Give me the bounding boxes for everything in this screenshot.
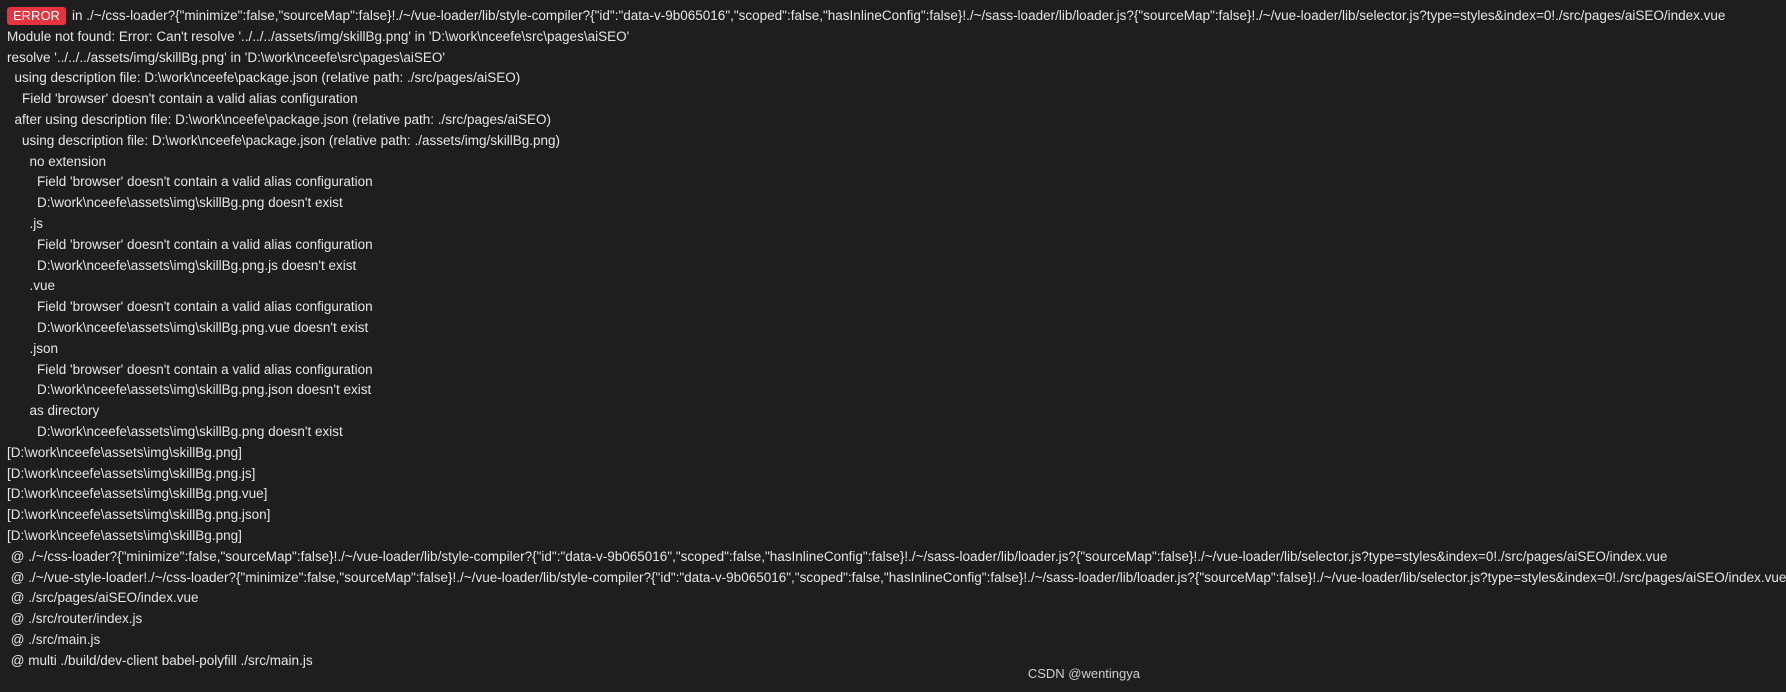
log-line: [D:\work\nceefe\assets\img\skillBg.png.json] (7, 507, 271, 523)
error-badge: ERROR (7, 7, 66, 25)
log-line: Field 'browser' doesn't contain a valid alias configuration (7, 299, 373, 315)
log-line: .js (7, 215, 44, 231)
log-line: @ ./src/router/index.js (7, 611, 143, 627)
log-line: @ ./~/vue-style-loader!./~/css-loader?{"minimize":false,"sourceMap":false}!./~/vue-loader/lib/style-compiler?{"id":"data-v-9b065016","scoped":false,"hasInlineConfig":false}!./~/sass-loader/lib/loader.js?{"sourceMap":false}!./~/vue-loader/lib/selector.js?type=styles&index=0!./src/pages/aiSEO/index.vue (7, 569, 1786, 585)
log-line: using description file: D:\work\nceefe\package.json (relative path: ./src/pages/aiSEO) (7, 70, 521, 86)
log-line: as directory (7, 403, 100, 419)
log-line: using description file: D:\work\nceefe\package.json (relative path: ./assets/img/skillBg.png) (7, 132, 561, 148)
log-line: D:\work\nceefe\assets\img\skillBg.png.json doesn't exist (7, 382, 372, 398)
log-line: D:\work\nceefe\assets\img\skillBg.png.js doesn't exist (7, 257, 357, 273)
watermark: CSDN @wentingya (1027, 666, 1140, 681)
log-line: [D:\work\nceefe\assets\img\skillBg.png.vue] (7, 486, 268, 502)
log-line: Field 'browser' doesn't contain a valid alias configuration (7, 174, 373, 190)
log-line: Field 'browser' doesn't contain a valid alias configuration (7, 361, 373, 377)
log-line: [D:\work\nceefe\assets\img\skillBg.png.js] (7, 465, 256, 481)
log-line: resolve '../../../assets/img/skillBg.png' in 'D:\work\nceefe\src\pages\aiSEO' (7, 49, 445, 65)
error-header-line (7, 6, 1726, 27)
log-line: Field 'browser' doesn't contain a valid alias configuration (7, 236, 373, 252)
log-lines (7, 27, 1786, 672)
error-header-text: in ./~/css-loader?{"minimize":false,"sourceMap":false}!./~/vue-loader/lib/style-compiler?{"id":"data-v-9b065016","scoped":false,"hasInlineConfig":false}!./~/sass-loader/lib/loader.js?{"sourceMap":false}!./~/vue-loader/lib/selector.js?type=styles&index=0!./src/pages/aiSEO/index.vue (71, 8, 1726, 23)
terminal-output (7, 6, 1786, 672)
log-line: .json (7, 340, 59, 356)
log-line: @ ./src/pages/aiSEO/index.vue (7, 590, 199, 606)
log-line: @ ./~/css-loader?{"minimize":false,"sourceMap":false}!./~/vue-loader/lib/style-compiler?{"id":"data-v-9b065016","scoped":false,"hasInlineConfig":false}!./~/sass-loader/lib/loader.js?{"sourceMap":false}!./~/vue-loader/lib/selector.js?type=styles&index=0!./src/pages/aiSEO/index.vue (7, 548, 1668, 564)
log-line: [D:\work\nceefe\assets\img\skillBg.png] (7, 527, 242, 543)
log-line: @ multi ./build/dev-client babel-polyfill ./src/main.js (7, 652, 313, 668)
log-line: D:\work\nceefe\assets\img\skillBg.png.vue doesn't exist (7, 319, 369, 335)
log-line: Module not found: Error: Can't resolve '../../../assets/img/skillBg.png' in 'D:\work\nceefe\src\pages\aiSEO' (7, 28, 630, 44)
log-line: [D:\work\nceefe\assets\img\skillBg.png] (7, 444, 242, 460)
log-line: @ ./src/main.js (7, 631, 101, 647)
log-line: D:\work\nceefe\assets\img\skillBg.png doesn't exist (7, 423, 343, 439)
log-line: .vue (7, 278, 56, 294)
log-line: D:\work\nceefe\assets\img\skillBg.png doesn't exist (7, 195, 343, 211)
log-line: Field 'browser' doesn't contain a valid alias configuration (7, 91, 358, 107)
log-line: after using description file: D:\work\nceefe\package.json (relative path: ./src/pages/aiSEO) (7, 111, 552, 127)
log-line: no extension (7, 153, 107, 169)
